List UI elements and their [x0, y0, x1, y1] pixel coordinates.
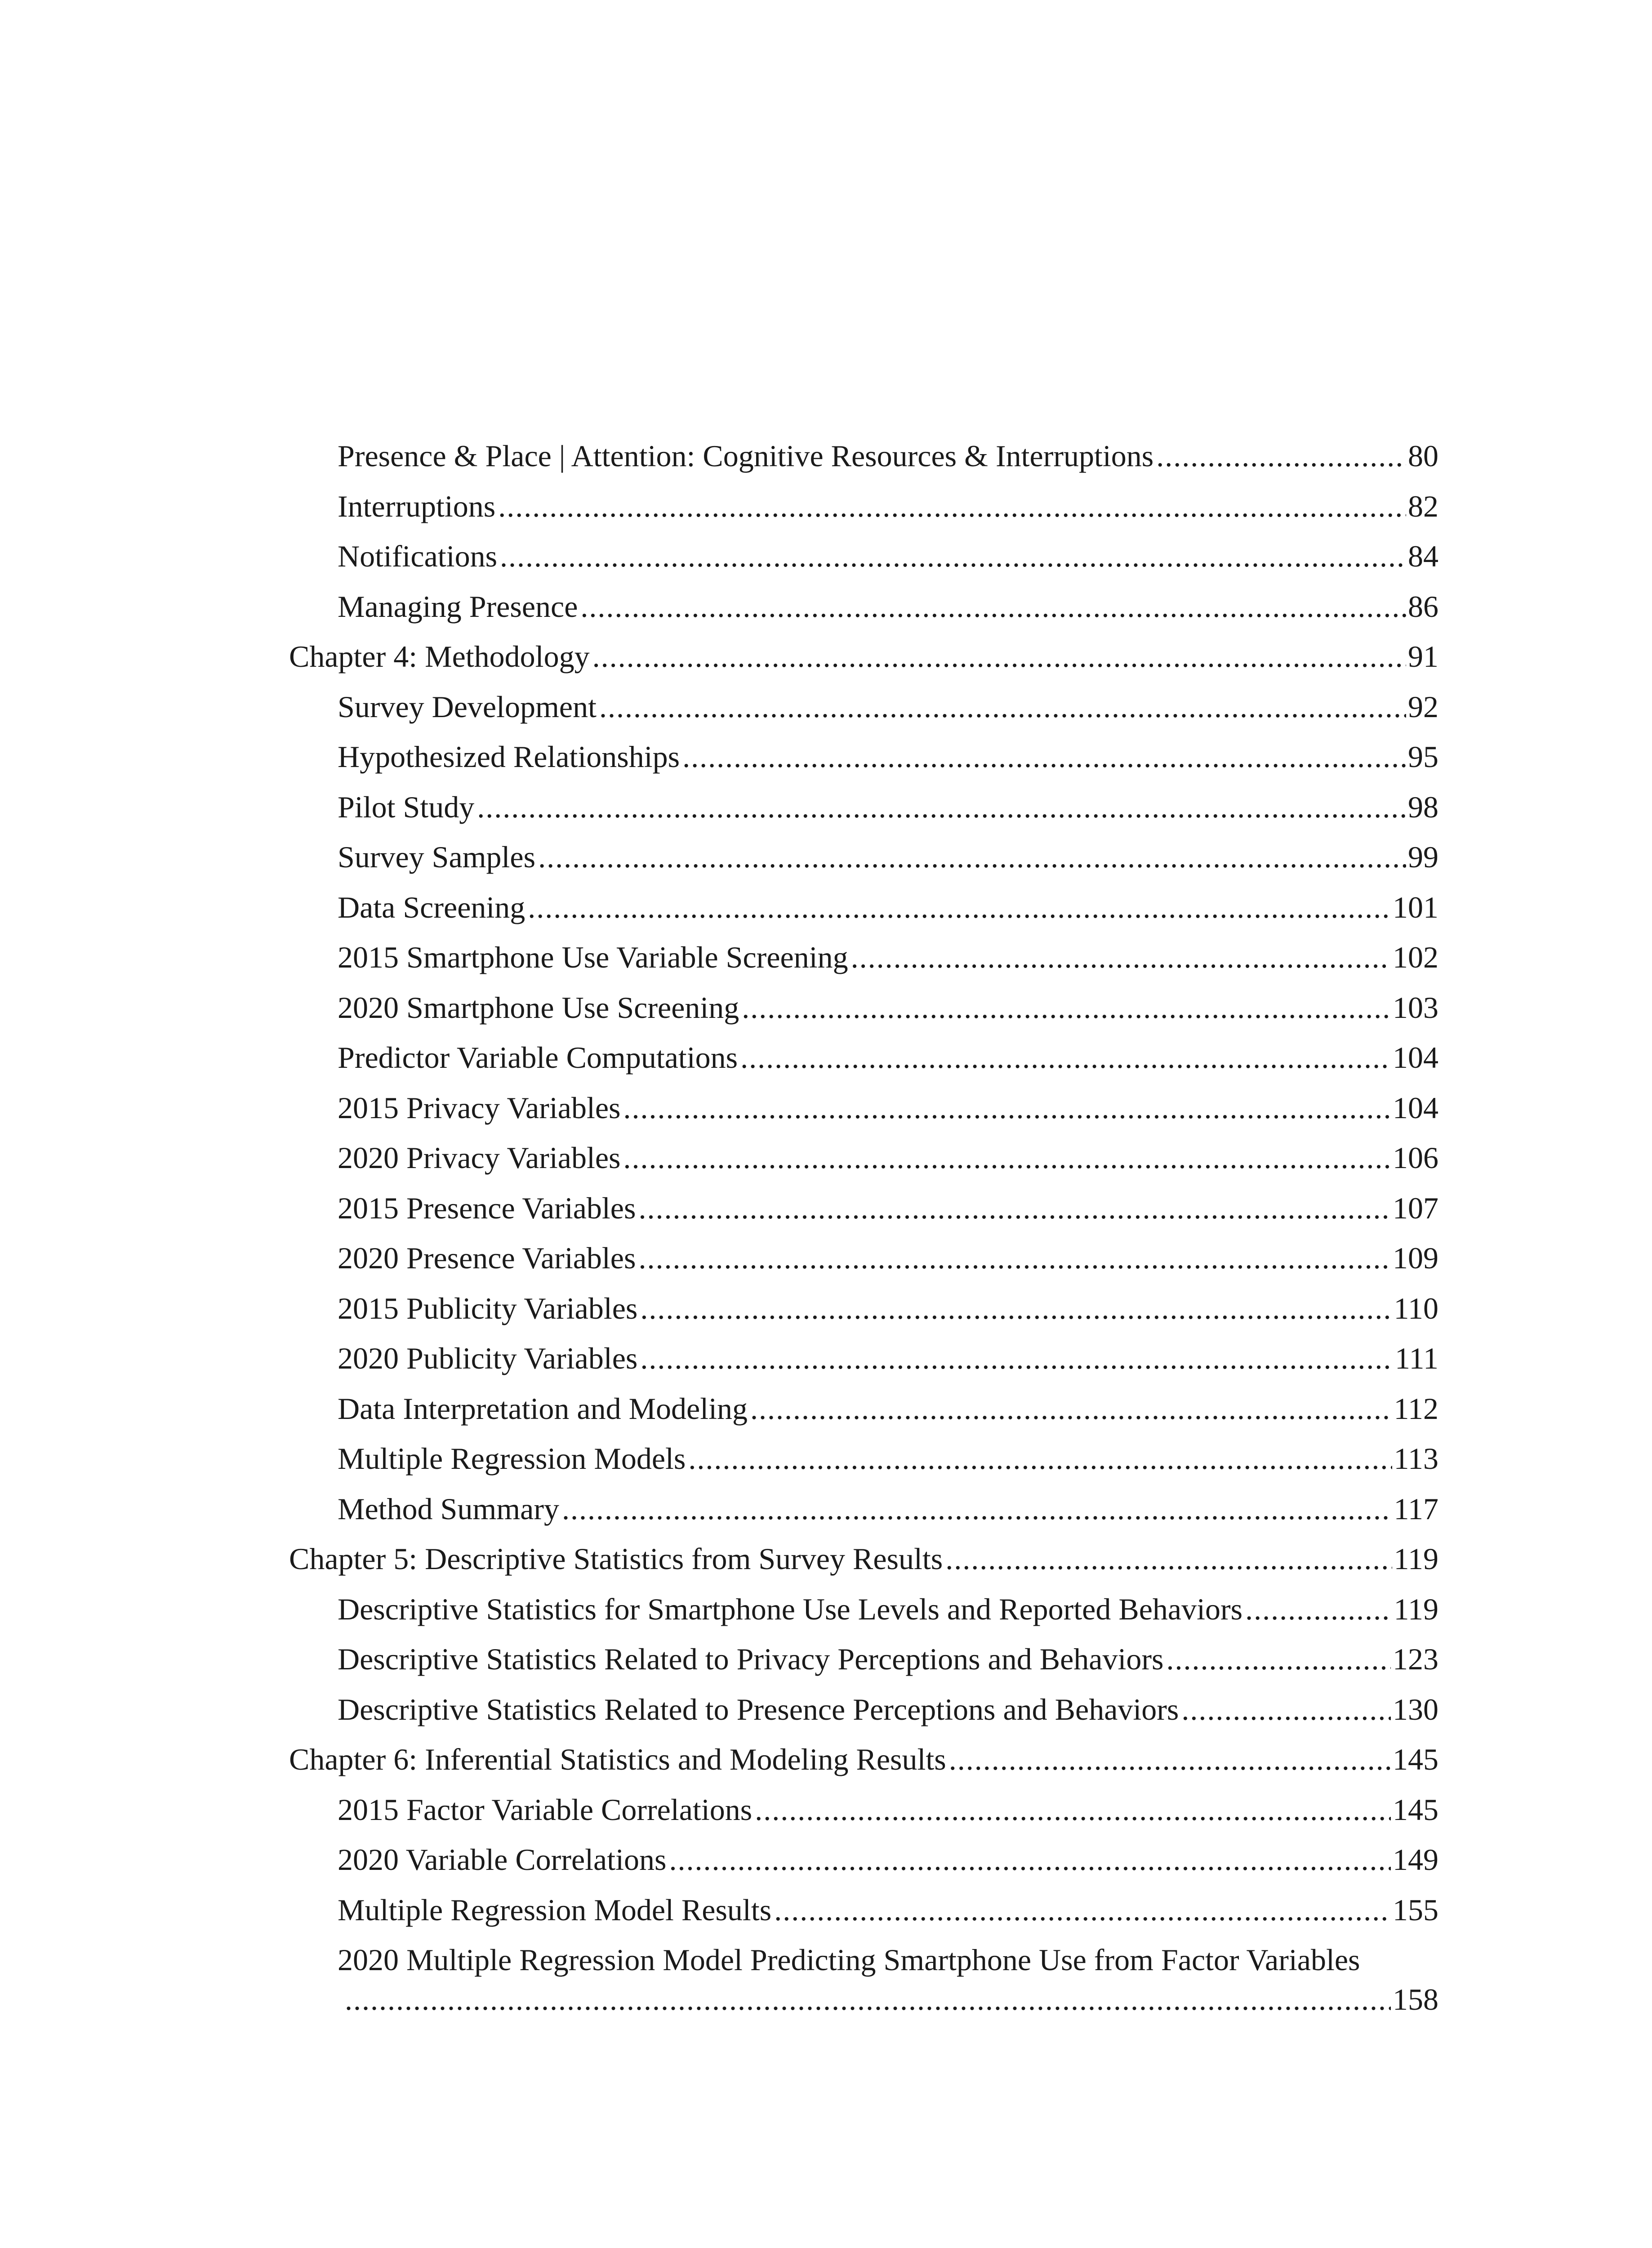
dot-leader: [740, 1042, 1391, 1073]
toc-entry-page-number: 111: [1395, 1341, 1438, 1375]
toc-section-entry[interactable]: [289, 992, 1438, 1043]
toc-section-entry[interactable]: [289, 1794, 1438, 1845]
toc-section-entry[interactable]: [289, 942, 1438, 992]
toc-entry-page-number: 155: [1393, 1892, 1438, 1927]
table-of-contents: [289, 441, 1438, 2034]
toc-entry-page-number: 92: [1408, 689, 1438, 724]
toc-entry-title: 2020 Smartphone Use Screening: [338, 990, 739, 1025]
toc-entry-title: Multiple Regression Model Results: [338, 1892, 772, 1927]
toc-entry-row: [338, 1694, 1438, 1725]
toc-entry-title: 2015 Publicity Variables: [338, 1291, 638, 1325]
toc-entry-title: Chapter 6: Inferential Statistics and Modeling Results: [289, 1742, 946, 1776]
toc-entry-row: [338, 1243, 1438, 1273]
toc-entry-title: Presence & Place | Attention: Cognitive Resources & Interruptions: [338, 439, 1154, 473]
toc-chapter-entry[interactable]: [289, 1744, 1438, 1794]
toc-section-entry[interactable]: [289, 892, 1438, 942]
toc-entry-title: Predictor Variable Computations: [338, 1040, 738, 1075]
dot-leader: [640, 1343, 1393, 1374]
toc-entry-title: 2020 Multiple Regression Model Predicting Smartphone Use from Factor Variables: [338, 1943, 1360, 1977]
toc-entry-row: [338, 741, 1438, 772]
toc-entry-row: [338, 1644, 1438, 1674]
toc-entry-title: Managing Presence: [338, 589, 578, 624]
toc-section-entry[interactable]: [289, 1042, 1438, 1093]
toc-chapter-entry[interactable]: [289, 641, 1438, 691]
toc-section-entry[interactable]: [289, 1892, 1438, 1945]
dot-leader: [500, 541, 1406, 571]
toc-entry-page-number: 104: [1393, 1040, 1438, 1075]
dot-leader: [851, 942, 1391, 972]
toc-section-entry[interactable]: [289, 441, 1438, 491]
toc-section-entry[interactable]: [289, 1694, 1438, 1744]
dot-leader: [477, 792, 1406, 822]
dot-leader: [945, 1543, 1392, 1574]
toc-entry-row: [289, 1744, 1438, 1775]
toc-entry-row: [338, 691, 1438, 722]
toc-entry-title: Chapter 4: Methodology: [289, 639, 590, 674]
toc-entry-title: 2015 Factor Variable Correlations: [338, 1792, 753, 1827]
dot-leader: [755, 1794, 1391, 1825]
toc-entry-title: Descriptive Statistics Related to Privacy Perceptions and Behaviors: [338, 1642, 1164, 1676]
toc-entry-page-number: 102: [1393, 940, 1438, 974]
toc-entry-title: Multiple Regression Models: [338, 1441, 686, 1476]
toc-entry-page-number: 145: [1393, 1742, 1438, 1776]
dot-leader: [538, 842, 1406, 872]
toc-entry-row: [338, 1794, 1438, 1825]
dot-leader: [638, 1193, 1391, 1223]
toc-entry-row: [338, 1443, 1438, 1474]
toc-entry-page-number: 113: [1394, 1441, 1438, 1476]
toc-section-entry[interactable]: [289, 1090, 1438, 1143]
dot-leader: [528, 892, 1391, 923]
toc-entry-row: [338, 1844, 1438, 1875]
toc-entry-row: [338, 789, 1438, 824]
toc-entry-row: [338, 441, 1438, 471]
toc-entry-title: 2020 Presence Variables: [338, 1241, 636, 1275]
toc-section-entry[interactable]: [289, 1491, 1438, 1544]
toc-entry-row: [338, 1393, 1438, 1424]
toc-entry-page-number: 117: [1394, 1491, 1438, 1526]
dot-leader: [742, 992, 1391, 1023]
toc-section-entry[interactable]: [289, 491, 1438, 541]
dot-leader: [1181, 1694, 1391, 1725]
toc-entry-row: [338, 1042, 1438, 1073]
dot-leader: [750, 1393, 1392, 1424]
toc-entry-page-number: 119: [1394, 1542, 1438, 1576]
dot-leader: [638, 1243, 1391, 1273]
toc-entry-page-number: 109: [1393, 1241, 1438, 1275]
toc-entry-page-number: 130: [1393, 1692, 1438, 1726]
toc-section-entry[interactable]: [289, 1343, 1438, 1393]
toc-entry-page-number: 80: [1408, 439, 1438, 473]
toc-entry-title: Descriptive Statistics for Smartphone Use Levels and Reported Behaviors: [338, 1592, 1243, 1626]
toc-entry-page-number: 158: [1393, 1982, 1438, 2016]
toc-entry-page-number: 91: [1408, 639, 1438, 674]
toc-entry-row: [338, 842, 1438, 872]
toc-entry-row: [338, 992, 1438, 1023]
toc-section-entry[interactable]: [289, 541, 1438, 591]
toc-entry-title: Data Screening: [338, 890, 525, 924]
toc-entry-page-number: 112: [1394, 1391, 1438, 1426]
dot-leader: [688, 1443, 1392, 1474]
toc-entry-title: Interruptions: [338, 489, 496, 523]
toc-section-entry[interactable]: [289, 591, 1438, 642]
toc-section-entry[interactable]: [289, 842, 1438, 892]
toc-entry-title: Method Summary: [338, 1491, 559, 1526]
toc-entry-row: [338, 1491, 1438, 1526]
dot-leader: [949, 1744, 1391, 1775]
toc-section-entry[interactable]: [289, 1142, 1438, 1193]
toc-section-entry[interactable]: [289, 1945, 1438, 2034]
dot-leader: [599, 691, 1406, 722]
toc-entry-title: Pilot Study: [338, 789, 475, 824]
dot-leader: [640, 1293, 1392, 1324]
toc-section-entry[interactable]: [289, 1293, 1438, 1343]
toc-entry-row: [338, 1090, 1438, 1125]
toc-section-entry[interactable]: [289, 1193, 1438, 1243]
toc-section-entry[interactable]: [289, 1243, 1438, 1293]
toc-entry-page-number: 98: [1408, 789, 1438, 824]
toc-entry-title: Data Interpretation and Modeling: [338, 1391, 748, 1426]
toc-section-entry[interactable]: [289, 1594, 1438, 1644]
toc-entry-row: [289, 1543, 1438, 1574]
dot-leader: [774, 1895, 1391, 1925]
toc-section-entry[interactable]: [289, 1393, 1438, 1444]
toc-entry-page-number: 104: [1393, 1090, 1438, 1125]
toc-entry-page-number: 95: [1408, 740, 1438, 774]
toc-entry-row: [338, 1343, 1438, 1374]
toc-entry-page-number: 110: [1394, 1291, 1438, 1325]
toc-entry-title: 2015 Presence Variables: [338, 1191, 636, 1225]
toc-entry-title: Survey Development: [338, 689, 597, 724]
dot-leader: [1166, 1644, 1391, 1674]
toc-section-entry[interactable]: [289, 1443, 1438, 1494]
dot-leader: [498, 491, 1406, 522]
toc-entry-page-number: 103: [1393, 990, 1438, 1025]
dot-leader: [1245, 1594, 1392, 1624]
dot-leader: [592, 641, 1406, 672]
toc-section-entry[interactable]: [289, 741, 1438, 792]
toc-entry-title: Notifications: [338, 539, 498, 573]
toc-section-entry[interactable]: [289, 691, 1438, 742]
dot-leader: [623, 1093, 1391, 1123]
toc-entry-page-number: 101: [1393, 890, 1438, 924]
toc-entry-title: 2020 Privacy Variables: [338, 1141, 621, 1175]
dot-leader: [345, 1984, 1391, 2015]
toc-entry-row: [338, 1984, 1438, 2015]
toc-entry-title: 2015 Privacy Variables: [338, 1090, 621, 1125]
toc-entry-page-number: 119: [1394, 1592, 1438, 1626]
toc-entry-page-number: 106: [1393, 1141, 1438, 1175]
toc-entry-row: [338, 1892, 1438, 1927]
toc-entry-row: [338, 591, 1438, 622]
toc-entry-row: [338, 942, 1438, 972]
toc-entry-row: [338, 892, 1438, 923]
toc-entry-row: [338, 541, 1438, 571]
dot-leader: [1156, 441, 1406, 471]
toc-entry-row: [338, 1193, 1438, 1223]
toc-entry-row: [338, 1293, 1438, 1324]
toc-section-entry[interactable]: [289, 1844, 1438, 1895]
toc-entry-title: 2015 Smartphone Use Variable Screening: [338, 940, 848, 974]
dot-leader: [669, 1844, 1391, 1875]
dot-leader: [682, 741, 1406, 772]
toc-entry-title: 2020 Publicity Variables: [338, 1341, 638, 1375]
toc-entry-title: Descriptive Statistics Related to Presence Perceptions and Behaviors: [338, 1692, 1179, 1726]
toc-entry-title: 2020 Variable Correlations: [338, 1842, 667, 1877]
dot-leader: [580, 591, 1406, 622]
toc-chapter-entry[interactable]: [289, 1543, 1438, 1594]
toc-entry-page-number: 107: [1393, 1191, 1438, 1225]
toc-entry-page-number: 82: [1408, 489, 1438, 523]
toc-entry-row: [338, 1594, 1438, 1624]
toc-entry-title: Chapter 5: Descriptive Statistics from Survey Results: [289, 1542, 943, 1576]
toc-section-entry[interactable]: [289, 1644, 1438, 1694]
toc-entry-page-number: 86: [1408, 589, 1438, 624]
toc-entry-page-number: 84: [1408, 539, 1438, 573]
toc-section-entry[interactable]: [289, 789, 1438, 842]
toc-entry-row: [289, 641, 1438, 672]
dot-leader: [623, 1142, 1391, 1173]
toc-entry-page-number: 99: [1408, 840, 1438, 874]
toc-entry-page-number: 123: [1393, 1642, 1438, 1676]
toc-entry-row: [338, 491, 1438, 522]
toc-entry-page-number: 145: [1393, 1792, 1438, 1827]
toc-entry-row: [338, 1142, 1438, 1173]
toc-entry-row: [338, 1945, 1438, 1975]
toc-entry-title: Survey Samples: [338, 840, 536, 874]
toc-entry-title: Hypothesized Relationships: [338, 740, 680, 774]
dot-leader: [562, 1494, 1392, 1524]
toc-entry-page-number: 149: [1393, 1842, 1438, 1877]
